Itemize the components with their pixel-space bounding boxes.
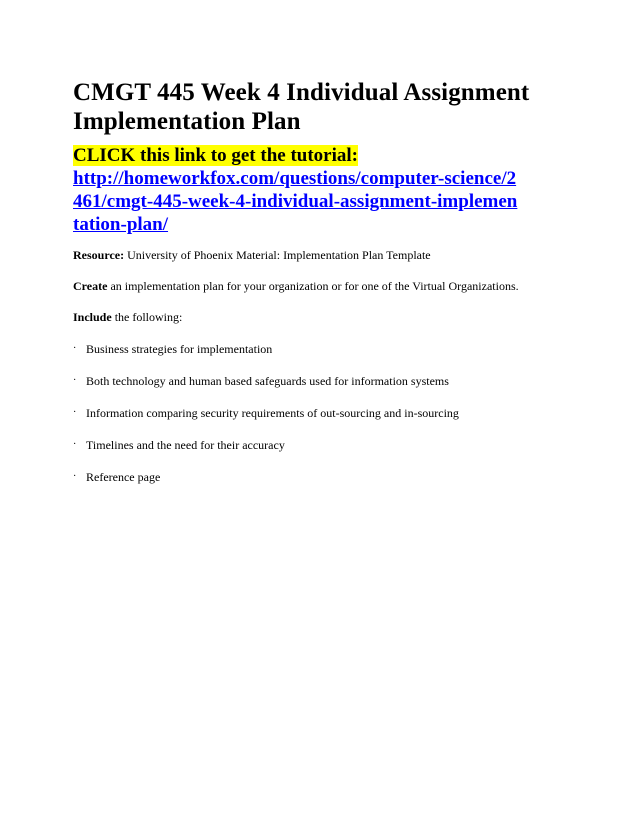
bullet-icon: · — [73, 343, 77, 354]
include-paragraph — [73, 310, 573, 325]
list-item-text: Information comparing security requirements of out-sourcing and in-sourcing — [86, 406, 459, 420]
create-label: Create — [73, 279, 108, 293]
list-item-text: Timelines and the need for their accuracy — [86, 438, 285, 452]
create-paragraph — [73, 279, 573, 294]
list-item — [73, 406, 573, 421]
tutorial-link[interactable]: http://homeworkfox.com/questions/computer-science/2461/cmgt-445-week-4-individual-assignment-implementation-plan/ — [73, 168, 518, 235]
create-text: an implementation plan for your organization or for one of the Virtual Organizations. — [107, 279, 519, 293]
bullet-icon: · — [73, 471, 77, 482]
resource-label: Resource: — [73, 248, 125, 262]
bullet-icon: · — [73, 439, 77, 450]
list-item — [73, 438, 573, 453]
list-item-text: Reference page — [86, 470, 161, 484]
list-item — [73, 374, 573, 389]
include-text: the following: — [111, 310, 183, 324]
tutorial-callout-text: CLICK this link to get the tutorial: — [73, 145, 358, 166]
list-item-text: Both technology and human based safeguards used for information systems — [86, 374, 449, 388]
bullet-icon: · — [73, 375, 77, 386]
bullet-icon: · — [73, 407, 77, 418]
include-label: Include — [73, 310, 112, 324]
tutorial-callout — [73, 144, 573, 167]
document-title: CMGT 445 Week 4 Individual Assignment Implementation Plan — [73, 79, 530, 135]
list-item — [73, 342, 573, 357]
list-item-text: Business strategies for implementation — [86, 342, 273, 356]
document-page — [73, 78, 573, 485]
list-item — [73, 470, 573, 485]
resource-text: University of Phoenix Material: Implementation Plan Template — [124, 248, 431, 262]
requirements-list — [73, 342, 573, 485]
resource-paragraph — [73, 248, 573, 263]
